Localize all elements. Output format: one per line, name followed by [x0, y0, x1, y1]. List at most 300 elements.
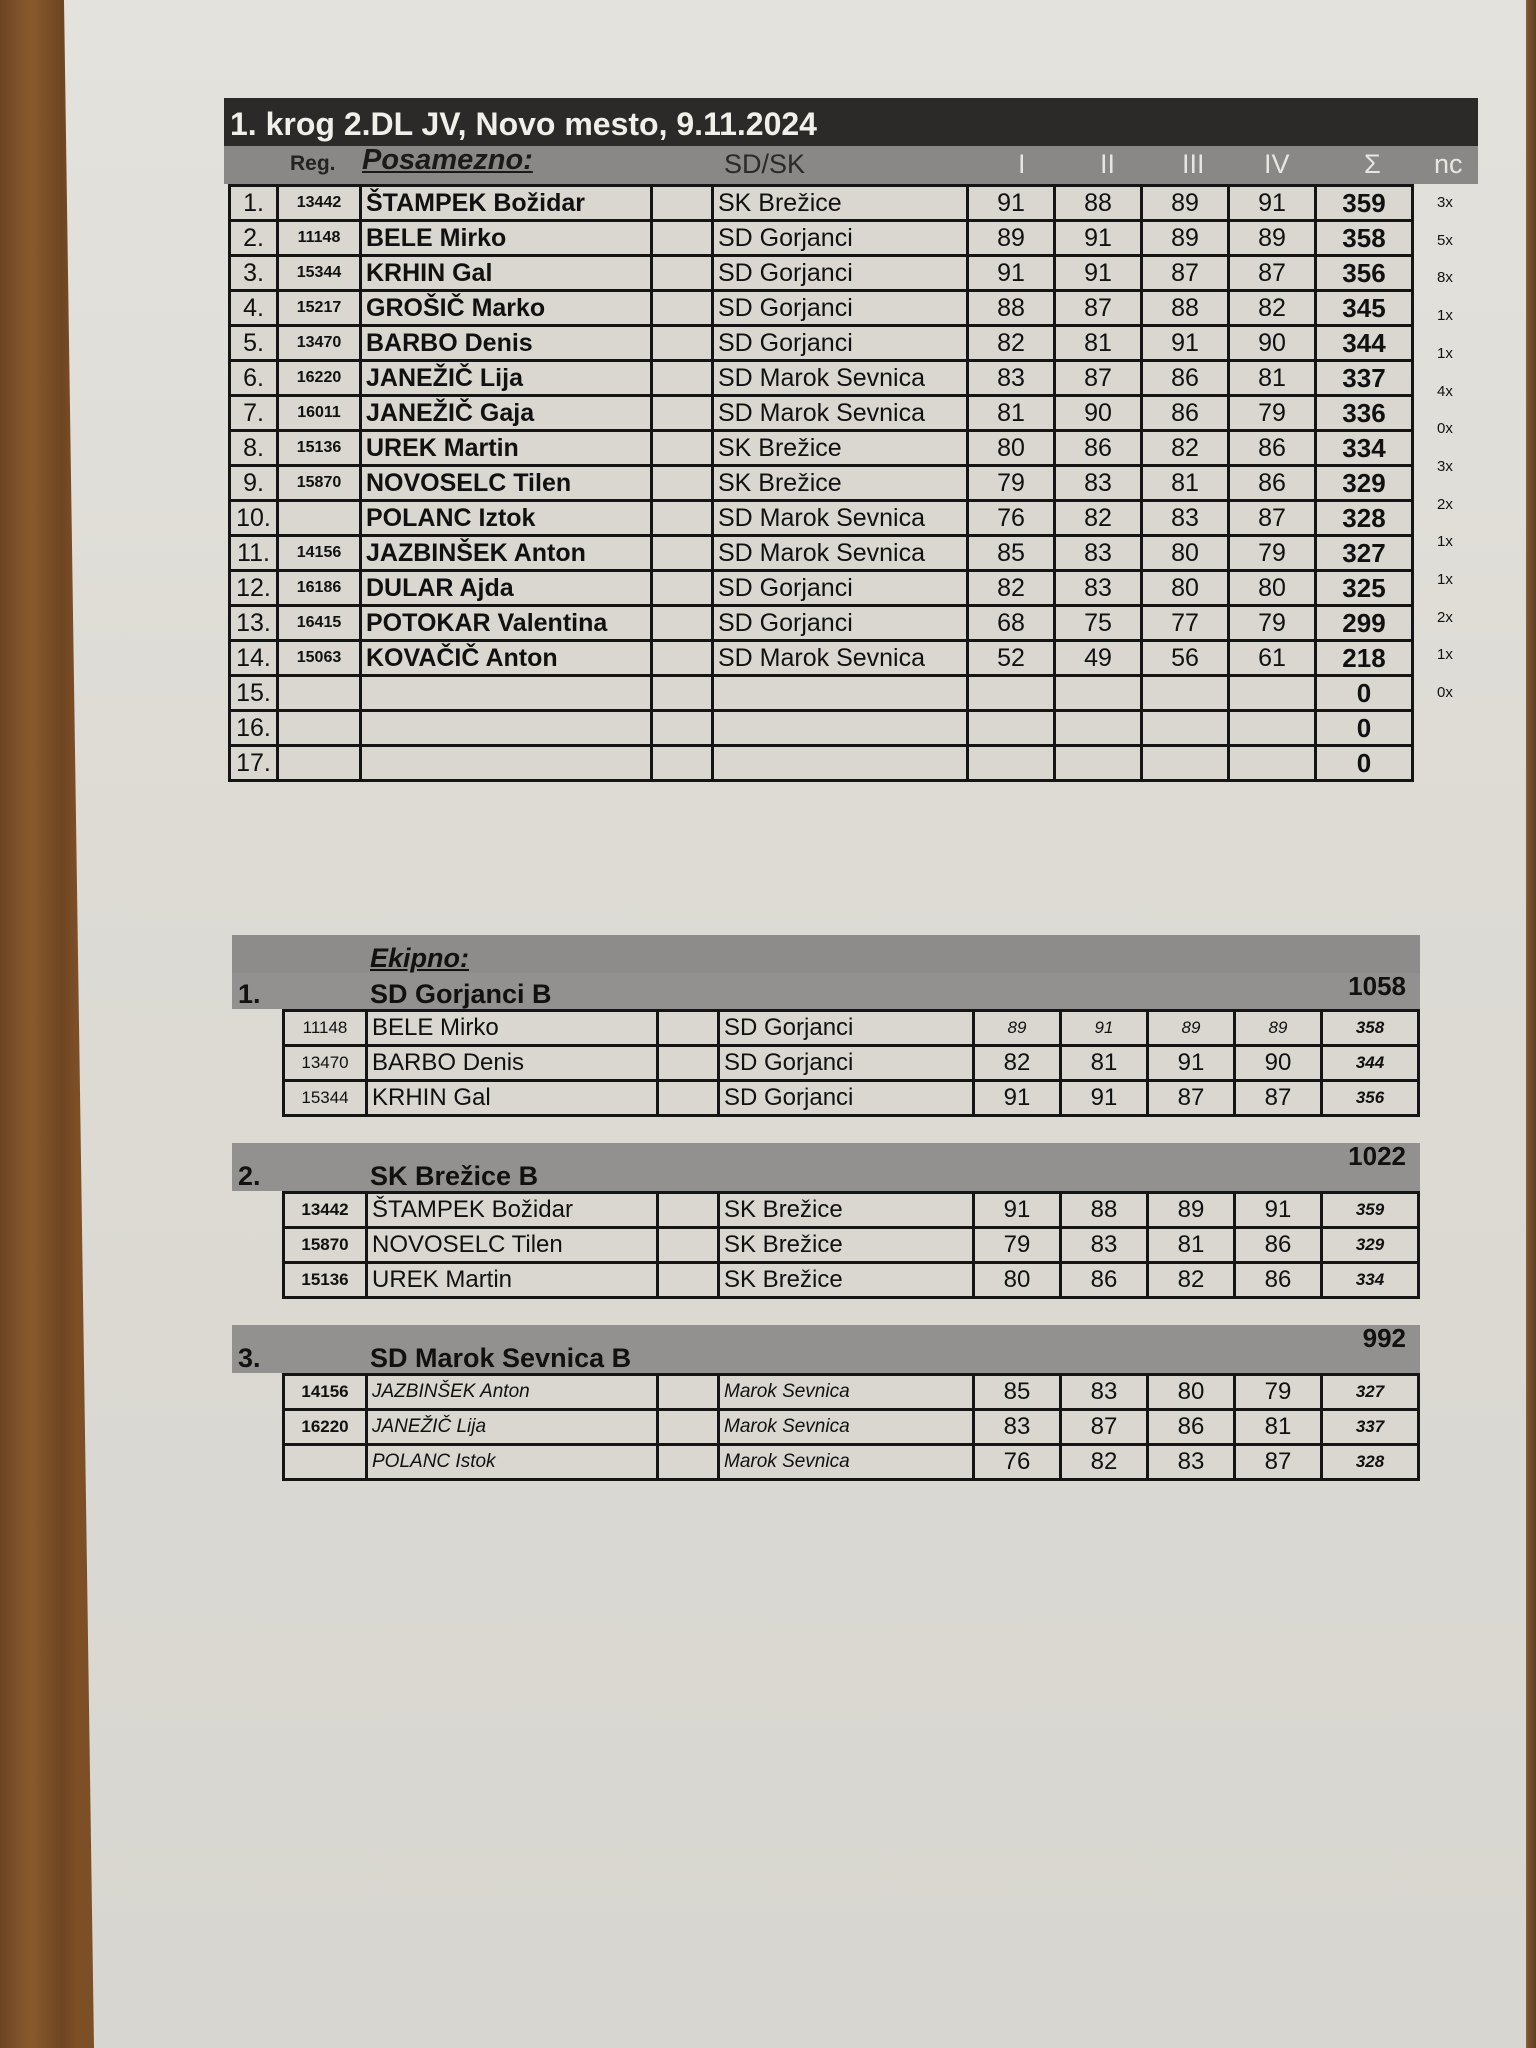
series-3-cell: 86	[1148, 1410, 1235, 1445]
series-1-cell: 52	[968, 641, 1055, 676]
rank-cell: 15.	[230, 676, 278, 711]
competitor-name-cell	[361, 711, 652, 746]
reg-number-cell: 13442	[284, 1193, 367, 1228]
table-row	[284, 1375, 1419, 1410]
series-2-cell	[1055, 746, 1142, 781]
team-header	[232, 1325, 1420, 1373]
series-2-cell: 83	[1055, 466, 1142, 501]
total-cell: 328	[1322, 1445, 1419, 1480]
series-4-cell: 86	[1235, 1228, 1322, 1263]
team-name: SD Marok Sevnica B	[370, 1343, 632, 1373]
reg-number-cell: 13470	[278, 326, 361, 361]
club-cell: SD Marok Sevnica	[713, 641, 968, 676]
competitor-name-cell: GROŠIČ Marko	[361, 291, 652, 326]
blank-cell	[658, 1046, 719, 1081]
section-individual: Posamezno:	[362, 144, 533, 176]
table-row	[230, 291, 1413, 326]
series-2-cell: 83	[1061, 1228, 1148, 1263]
club-cell: SK Brežice	[713, 431, 968, 466]
rank-cell: 16.	[230, 711, 278, 746]
inner-ten-count: 1x	[1437, 646, 1453, 664]
blank-cell	[652, 641, 713, 676]
series-2-cell: 91	[1061, 1011, 1148, 1046]
series-1-cell: 82	[974, 1046, 1061, 1081]
header-series-1: I	[1018, 149, 1026, 179]
team-rank: 2.	[238, 1161, 261, 1191]
table-row	[230, 676, 1413, 711]
competitor-name-cell: NOVOSELC Tilen	[361, 466, 652, 501]
series-4-cell: 87	[1229, 501, 1316, 536]
table-row	[230, 431, 1413, 466]
competitor-name-cell: DULAR Ajda	[361, 571, 652, 606]
total-cell: 0	[1316, 746, 1413, 781]
blank-cell	[652, 256, 713, 291]
inner-ten-count: 5x	[1437, 231, 1453, 249]
series-3-cell: 56	[1142, 641, 1229, 676]
table-row	[284, 1046, 1419, 1081]
total-cell: 344	[1316, 326, 1413, 361]
series-1-cell: 91	[968, 256, 1055, 291]
table-row	[230, 361, 1413, 396]
competitor-name-cell	[361, 746, 652, 781]
blank-cell	[652, 501, 713, 536]
reg-number-cell: 15136	[284, 1263, 367, 1298]
series-1-cell: 91	[974, 1081, 1061, 1116]
series-2-cell: 81	[1061, 1046, 1148, 1081]
total-cell: 329	[1322, 1228, 1419, 1263]
rank-cell: 8.	[230, 431, 278, 466]
team-members-table	[282, 1009, 1420, 1117]
blank-cell	[658, 1193, 719, 1228]
total-cell: 0	[1316, 711, 1413, 746]
blank-cell	[652, 291, 713, 326]
rank-cell: 12.	[230, 571, 278, 606]
total-cell: 218	[1316, 641, 1413, 676]
reg-number-cell: 15344	[284, 1081, 367, 1116]
series-2-cell: 49	[1055, 641, 1142, 676]
competitor-name-cell: UREK Martin	[361, 431, 652, 466]
total-cell: 358	[1316, 221, 1413, 256]
competitor-name-cell	[361, 676, 652, 711]
series-3-cell	[1142, 746, 1229, 781]
blank-cell	[658, 1011, 719, 1046]
total-cell: 359	[1322, 1193, 1419, 1228]
blank-cell	[652, 606, 713, 641]
reg-number-cell	[278, 501, 361, 536]
series-4-cell: 79	[1229, 396, 1316, 431]
total-cell: 327	[1316, 536, 1413, 571]
series-1-cell: 81	[968, 396, 1055, 431]
total-cell: 358	[1322, 1011, 1419, 1046]
series-4-cell: 90	[1235, 1046, 1322, 1081]
inner-ten-count: 0x	[1437, 420, 1453, 438]
rank-cell: 9.	[230, 466, 278, 501]
reg-number-cell	[278, 676, 361, 711]
member-name-cell: UREK Martin	[367, 1263, 658, 1298]
total-cell: 345	[1316, 291, 1413, 326]
individual-header-row	[224, 146, 1478, 184]
club-cell: SK Brežice	[719, 1228, 974, 1263]
section-team: Ekipno:	[370, 943, 469, 973]
series-1-cell: 85	[974, 1375, 1061, 1410]
inner-ten-count: 1x	[1437, 533, 1453, 551]
series-3-cell: 80	[1148, 1375, 1235, 1410]
team-section-header	[232, 935, 1420, 973]
series-3-cell: 77	[1142, 606, 1229, 641]
series-1-cell: 85	[968, 536, 1055, 571]
series-3-cell: 80	[1142, 536, 1229, 571]
table-row	[230, 746, 1413, 781]
table-row	[284, 1228, 1419, 1263]
rank-cell: 2.	[230, 221, 278, 256]
series-3-cell: 89	[1148, 1193, 1235, 1228]
total-cell: 328	[1316, 501, 1413, 536]
blank-cell	[658, 1263, 719, 1298]
series-1-cell: 89	[974, 1011, 1061, 1046]
blank-cell	[658, 1375, 719, 1410]
club-cell: SD Gorjanci	[719, 1011, 974, 1046]
series-3-cell: 91	[1148, 1046, 1235, 1081]
series-4-cell	[1229, 676, 1316, 711]
club-cell	[713, 676, 968, 711]
rank-cell: 6.	[230, 361, 278, 396]
header-series-2: II	[1100, 149, 1116, 179]
team-name: SK Brežice B	[370, 1161, 539, 1191]
total-cell: 0	[1316, 676, 1413, 711]
total-cell: 336	[1316, 396, 1413, 431]
blank-cell	[652, 571, 713, 606]
rank-cell: 17.	[230, 746, 278, 781]
page-title: 1. krog 2.DL JV, Novo mesto, 9.11.2024	[224, 98, 1478, 146]
series-4-cell: 79	[1229, 536, 1316, 571]
team-total: 1058	[1348, 971, 1406, 1001]
club-cell: SD Gorjanci	[713, 571, 968, 606]
series-4-cell: 81	[1235, 1410, 1322, 1445]
series-3-cell: 89	[1148, 1011, 1235, 1046]
reg-number-cell: 11148	[278, 221, 361, 256]
series-2-cell: 91	[1055, 221, 1142, 256]
series-1-cell	[968, 711, 1055, 746]
series-3-cell: 86	[1142, 396, 1229, 431]
total-cell: 356	[1322, 1081, 1419, 1116]
series-4-cell: 91	[1235, 1193, 1322, 1228]
series-4-cell	[1229, 711, 1316, 746]
club-cell: SD Gorjanci	[713, 326, 968, 361]
reg-number-cell	[284, 1445, 367, 1480]
series-1-cell: 91	[968, 186, 1055, 221]
series-4-cell: 89	[1235, 1011, 1322, 1046]
inner-ten-count: 3x	[1437, 194, 1453, 211]
club-cell: SK Brežice	[719, 1193, 974, 1228]
series-4-cell: 90	[1229, 326, 1316, 361]
club-cell: SD Gorjanci	[713, 221, 968, 256]
series-4-cell: 81	[1229, 361, 1316, 396]
competitor-name-cell: KOVAČIČ Anton	[361, 641, 652, 676]
member-name-cell: BARBO Denis	[367, 1046, 658, 1081]
series-2-cell: 83	[1055, 571, 1142, 606]
table-row	[230, 466, 1413, 501]
table-row	[230, 536, 1413, 571]
inner-ten-count: 4x	[1437, 382, 1453, 400]
inner-ten-count: 8x	[1437, 269, 1453, 287]
member-name-cell: JAZBINŠEK Anton	[367, 1375, 658, 1410]
series-4-cell: 86	[1235, 1263, 1322, 1298]
series-1-cell: 88	[968, 291, 1055, 326]
club-cell	[713, 746, 968, 781]
series-3-cell: 82	[1142, 431, 1229, 466]
series-3-cell: 89	[1142, 221, 1229, 256]
series-1-cell	[968, 676, 1055, 711]
series-2-cell: 82	[1055, 501, 1142, 536]
rank-cell: 14.	[230, 641, 278, 676]
series-4-cell: 91	[1229, 186, 1316, 221]
total-cell: 327	[1322, 1375, 1419, 1410]
club-cell: SD Marok Sevnica	[713, 501, 968, 536]
total-cell: 344	[1322, 1046, 1419, 1081]
series-1-cell: 80	[974, 1263, 1061, 1298]
reg-number-cell: 15870	[278, 466, 361, 501]
series-2-cell: 81	[1055, 326, 1142, 361]
reg-number-cell: 13470	[284, 1046, 367, 1081]
competitor-name-cell: POTOKAR Valentina	[361, 606, 652, 641]
competitor-name-cell: POLANC Iztok	[361, 501, 652, 536]
team-total: 1022	[1348, 1141, 1406, 1171]
series-2-cell: 75	[1055, 606, 1142, 641]
rank-cell: 3.	[230, 256, 278, 291]
club-cell: SK Brežice	[713, 186, 968, 221]
series-2-cell: 82	[1061, 1445, 1148, 1480]
series-4-cell: 61	[1229, 641, 1316, 676]
series-2-cell: 88	[1055, 186, 1142, 221]
series-3-cell: 81	[1148, 1228, 1235, 1263]
table-row	[230, 571, 1413, 606]
team-members-table	[282, 1373, 1420, 1481]
series-1-cell: 82	[968, 326, 1055, 361]
series-3-cell: 82	[1148, 1263, 1235, 1298]
rank-cell: 5.	[230, 326, 278, 361]
total-cell: 334	[1322, 1263, 1419, 1298]
series-1-cell: 79	[968, 466, 1055, 501]
reg-number-cell: 13442	[278, 186, 361, 221]
blank-cell	[652, 431, 713, 466]
series-2-cell: 83	[1055, 536, 1142, 571]
competitor-name-cell: BARBO Denis	[361, 326, 652, 361]
header-series-3: III	[1182, 149, 1205, 179]
series-1-cell: 82	[968, 571, 1055, 606]
team-name: SD Gorjanci B	[370, 979, 552, 1009]
club-cell	[713, 711, 968, 746]
reg-number-cell: 15870	[284, 1228, 367, 1263]
series-4-cell: 86	[1229, 431, 1316, 466]
blank-cell	[652, 536, 713, 571]
club-cell: SK Brežice	[719, 1263, 974, 1298]
series-3-cell: 83	[1142, 501, 1229, 536]
series-1-cell: 76	[974, 1445, 1061, 1480]
total-cell: 329	[1316, 466, 1413, 501]
competitor-name-cell: JANEŽIČ Lija	[361, 361, 652, 396]
blank-cell	[658, 1081, 719, 1116]
reg-number-cell: 15063	[278, 641, 361, 676]
rank-cell: 13.	[230, 606, 278, 641]
inner-ten-count: 1x	[1437, 571, 1453, 588]
series-2-cell: 83	[1061, 1375, 1148, 1410]
header-club: SD/SK	[724, 149, 806, 179]
member-name-cell: NOVOSELC Tilen	[367, 1228, 658, 1263]
blank-cell	[658, 1445, 719, 1480]
reg-number-cell: 16220	[278, 361, 361, 396]
blank-cell	[652, 186, 713, 221]
inner-ten-count: 3x	[1437, 457, 1453, 475]
series-1-cell: 83	[968, 361, 1055, 396]
reg-number-cell: 16415	[278, 606, 361, 641]
reg-number-cell: 14156	[278, 536, 361, 571]
series-3-cell: 89	[1142, 186, 1229, 221]
series-3-cell	[1142, 711, 1229, 746]
series-4-cell: 86	[1229, 466, 1316, 501]
series-4-cell	[1229, 746, 1316, 781]
team-rank: 1.	[238, 979, 261, 1009]
series-4-cell: 79	[1235, 1375, 1322, 1410]
table-row	[230, 711, 1413, 746]
reg-number-cell: 15217	[278, 291, 361, 326]
series-3-cell: 86	[1142, 361, 1229, 396]
total-cell: 359	[1316, 186, 1413, 221]
series-1-cell: 76	[968, 501, 1055, 536]
member-name-cell: JANEŽIČ Lija	[367, 1410, 658, 1445]
table-row	[284, 1081, 1419, 1116]
table-row	[230, 641, 1413, 676]
series-3-cell: 80	[1142, 571, 1229, 606]
competitor-name-cell: ŠTAMPEK Božidar	[361, 186, 652, 221]
series-2-cell: 87	[1055, 361, 1142, 396]
series-2-cell: 86	[1061, 1263, 1148, 1298]
table-row	[230, 606, 1413, 641]
series-3-cell: 91	[1142, 326, 1229, 361]
table-row	[230, 326, 1413, 361]
reg-number-cell: 11148	[284, 1011, 367, 1046]
series-4-cell: 82	[1229, 291, 1316, 326]
total-cell: 337	[1322, 1410, 1419, 1445]
series-1-cell: 80	[968, 431, 1055, 466]
table-row	[230, 396, 1413, 431]
series-3-cell	[1142, 676, 1229, 711]
reg-number-cell	[278, 711, 361, 746]
member-name-cell: POLANC Istok	[367, 1445, 658, 1480]
inner-ten-count: 2x	[1437, 608, 1453, 626]
rank-cell: 1.	[230, 186, 278, 221]
series-2-cell: 86	[1055, 431, 1142, 466]
series-4-cell: 80	[1229, 571, 1316, 606]
series-2-cell: 91	[1061, 1081, 1148, 1116]
blank-cell	[652, 221, 713, 256]
series-2-cell: 87	[1055, 291, 1142, 326]
club-cell: SD Marok Sevnica	[713, 396, 968, 431]
club-cell: SD Gorjanci	[713, 606, 968, 641]
reg-number-cell: 15136	[278, 431, 361, 466]
header-nc: nc	[1434, 149, 1463, 179]
table-row	[284, 1193, 1419, 1228]
series-1-cell	[968, 746, 1055, 781]
blank-cell	[658, 1228, 719, 1263]
header-total: Σ	[1364, 149, 1381, 179]
series-1-cell: 68	[968, 606, 1055, 641]
club-cell: SK Brežice	[713, 466, 968, 501]
rank-cell: 7.	[230, 396, 278, 431]
reg-number-cell: 16011	[278, 396, 361, 431]
total-cell: 334	[1316, 431, 1413, 466]
club-cell: Marok Sevnica	[719, 1375, 974, 1410]
table-row	[284, 1263, 1419, 1298]
reg-number-cell: 14156	[284, 1375, 367, 1410]
total-cell: 356	[1316, 256, 1413, 291]
total-cell: 325	[1316, 571, 1413, 606]
club-cell: SD Gorjanci	[713, 256, 968, 291]
blank-cell	[652, 396, 713, 431]
inner-ten-count: 0x	[1437, 684, 1453, 702]
inner-ten-count: 1x	[1437, 307, 1453, 325]
series-2-cell	[1055, 711, 1142, 746]
rank-cell: 4.	[230, 291, 278, 326]
club-cell: Marok Sevnica	[719, 1410, 974, 1445]
series-3-cell: 87	[1148, 1081, 1235, 1116]
table-row	[230, 186, 1413, 221]
inner-ten-count: 2x	[1437, 495, 1453, 513]
club-cell: Marok Sevnica	[719, 1445, 974, 1480]
series-4-cell: 87	[1235, 1081, 1322, 1116]
blank-cell	[652, 466, 713, 501]
competitor-name-cell: BELE Mirko	[361, 221, 652, 256]
reg-number-cell: 15344	[278, 256, 361, 291]
individual-results-table	[228, 184, 1414, 782]
series-1-cell: 79	[974, 1228, 1061, 1263]
table-row	[230, 256, 1413, 291]
series-3-cell: 83	[1148, 1445, 1235, 1480]
member-name-cell: ŠTAMPEK Božidar	[367, 1193, 658, 1228]
club-cell: SD Marok Sevnica	[713, 536, 968, 571]
rank-cell: 11.	[230, 536, 278, 571]
rank-cell: 10.	[230, 501, 278, 536]
team-rank: 3.	[238, 1343, 261, 1373]
series-2-cell: 88	[1061, 1193, 1148, 1228]
blank-cell	[652, 746, 713, 781]
team-total: 992	[1362, 1323, 1406, 1353]
table-row	[230, 221, 1413, 256]
series-1-cell: 83	[974, 1410, 1061, 1445]
competitor-name-cell: KRHIN Gal	[361, 256, 652, 291]
competitor-name-cell: JAZBINŠEK Anton	[361, 536, 652, 571]
blank-cell	[658, 1410, 719, 1445]
reg-number-cell: 16186	[278, 571, 361, 606]
blank-cell	[652, 326, 713, 361]
series-4-cell: 89	[1229, 221, 1316, 256]
series-2-cell	[1055, 676, 1142, 711]
series-4-cell: 79	[1229, 606, 1316, 641]
reg-number-cell	[278, 746, 361, 781]
header-reg: Reg.	[290, 152, 336, 175]
series-2-cell: 90	[1055, 396, 1142, 431]
club-cell: SD Gorjanci	[719, 1046, 974, 1081]
club-cell: SD Gorjanci	[713, 291, 968, 326]
series-4-cell: 87	[1235, 1445, 1322, 1480]
team-members-table	[282, 1191, 1420, 1299]
inner-ten-count: 1x	[1437, 344, 1453, 362]
series-3-cell: 88	[1142, 291, 1229, 326]
series-2-cell: 87	[1061, 1410, 1148, 1445]
series-3-cell: 81	[1142, 466, 1229, 501]
series-1-cell: 89	[968, 221, 1055, 256]
table-row	[230, 501, 1413, 536]
table-row	[284, 1445, 1419, 1480]
